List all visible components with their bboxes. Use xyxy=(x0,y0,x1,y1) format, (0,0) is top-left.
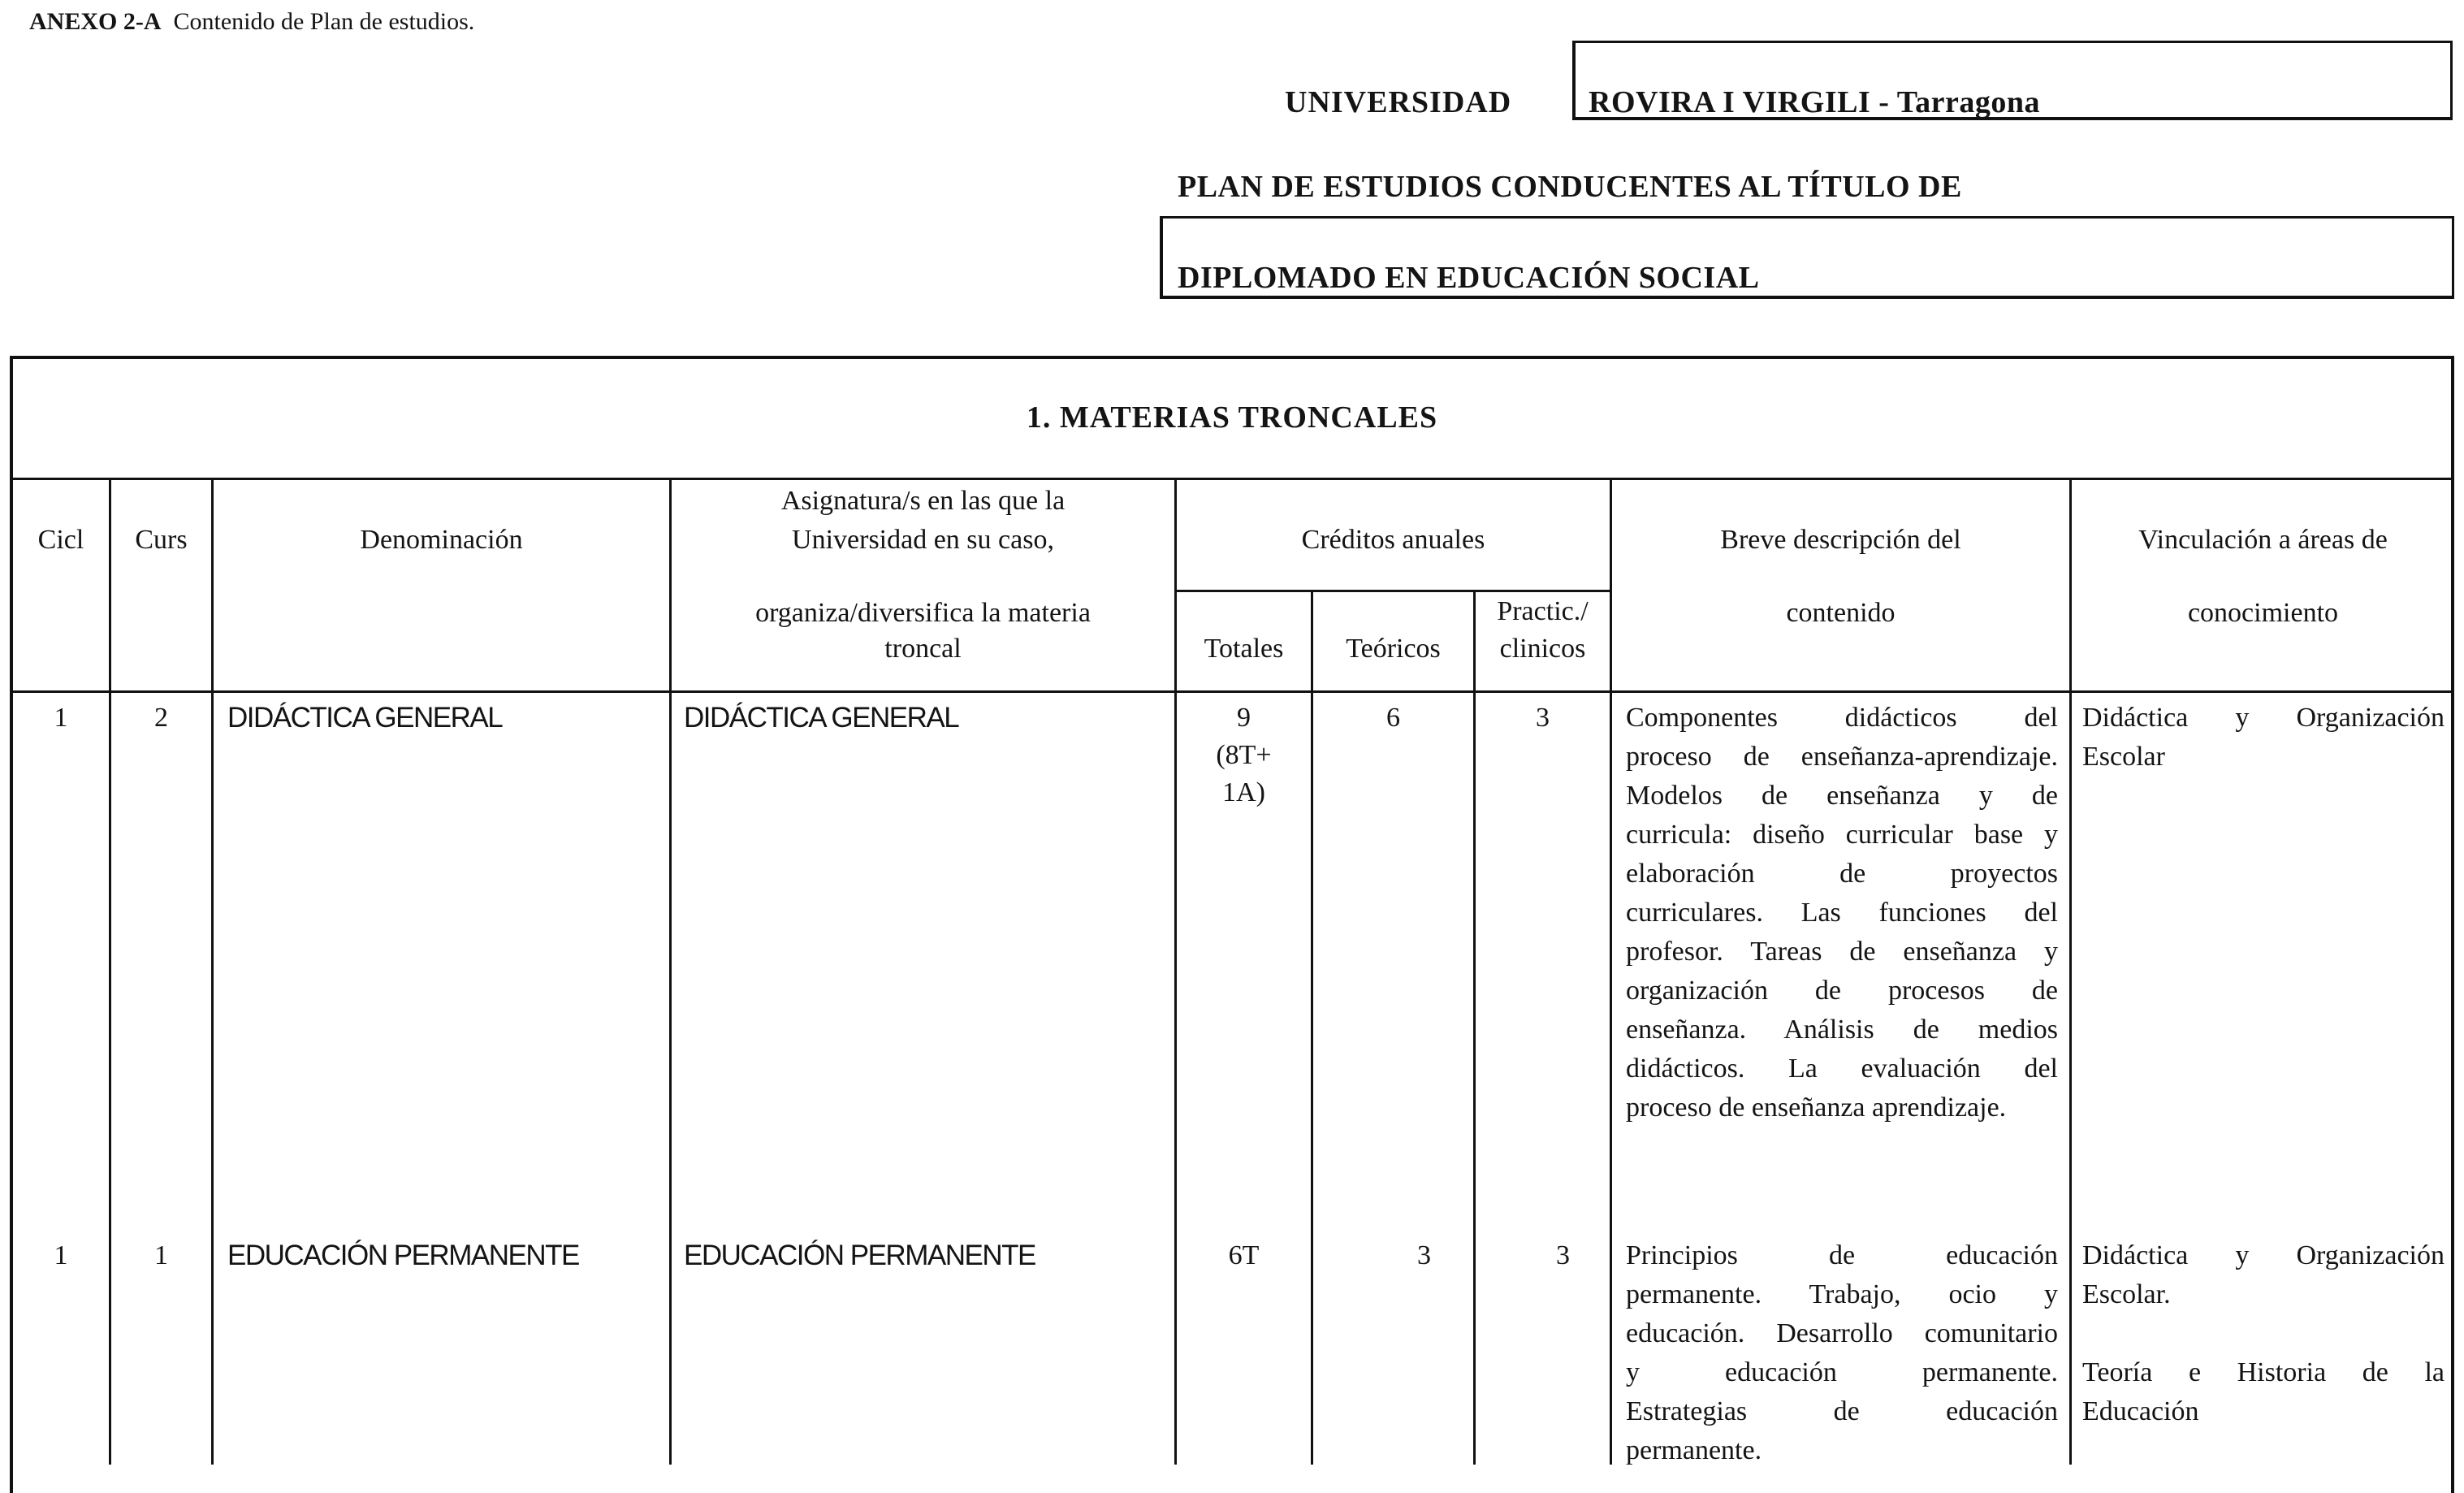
row-areas xyxy=(2082,699,2445,777)
row-asignatura: DIDÁCTICA GENERAL xyxy=(684,702,959,734)
column-header-asignatura-line3: organiza/diversifica la materia xyxy=(755,598,1091,628)
university-label: UNIVERSIDAD xyxy=(1285,85,1512,119)
row-areas xyxy=(2082,1236,2445,1431)
row-practicos: 3 xyxy=(1536,703,1550,733)
description-line: permanente. Trabajo, ocio y xyxy=(1626,1279,2058,1309)
description-line: profesor. Tareas de enseñanza y xyxy=(1626,937,2058,967)
section-title: 1. MATERIAS TRONCALES xyxy=(1026,400,1438,435)
column-header-asignatura-line1: Asignatura/s en las que la xyxy=(780,486,1066,516)
column-header-breve-line2: contenido xyxy=(1786,598,1896,628)
column-header-totales: Totales xyxy=(1204,634,1284,664)
description-line: proceso de enseñanza-aprendizaje. xyxy=(1626,742,2058,772)
column-divider-cicl xyxy=(109,478,111,1465)
description-line: organización de procesos de xyxy=(1626,976,2058,1006)
column-header-asignatura-line2: Universidad en su caso, xyxy=(792,525,1054,555)
area-line: Educación xyxy=(2082,1396,2199,1426)
description-line: didácticos. La evaluación del xyxy=(1626,1054,2058,1084)
annex-description: Contenido de Plan de estudios. xyxy=(173,8,475,35)
description-line: curricula: diseño curricular base y xyxy=(1626,820,2058,850)
credits-subheader-divider xyxy=(1174,590,1610,592)
row-denominacion: EDUCACIÓN PERMANENTE xyxy=(227,1240,579,1271)
column-header-breve-line1: Breve descripción del xyxy=(1720,525,1961,555)
description-line: Estrategias de educación xyxy=(1626,1396,2058,1426)
annex-heading xyxy=(29,8,474,36)
row-teoricos: 3 xyxy=(1417,1240,1431,1270)
area-line: Teoría e Historia de la xyxy=(2082,1357,2445,1387)
area-line xyxy=(2082,1314,2445,1353)
area-line: Escolar xyxy=(2082,742,2165,772)
description-line: Principios de educación xyxy=(1626,1240,2058,1270)
row-curs: 1 xyxy=(154,1240,168,1270)
column-header-teoricos: Teóricos xyxy=(1346,634,1441,664)
column-header-practicos-line1: Practic./ xyxy=(1497,596,1589,626)
column-header-vinculacion-line1: Vinculación a áreas de xyxy=(2138,525,2388,555)
annex-code: ANEXO 2-A xyxy=(29,8,162,35)
column-divider-asignatura xyxy=(1174,478,1177,1465)
section-title-divider xyxy=(10,478,2454,480)
description-line: proceso de enseñanza aprendizaje. xyxy=(1626,1093,2007,1123)
degree-title: DIPLOMADO EN EDUCACIÓN SOCIAL xyxy=(1178,261,1760,295)
column-header-asignatura-line4: troncal xyxy=(884,634,962,664)
header-bottom-divider xyxy=(10,690,2454,693)
column-header-creditos: Créditos anuales xyxy=(1301,525,1485,555)
plan-label: PLAN DE ESTUDIOS CONDUCENTES AL TÍTULO DE xyxy=(1178,170,1962,204)
university-value: ROVIRA I VIRGILI - Tarragona xyxy=(1589,85,2040,119)
column-divider-curs xyxy=(211,478,214,1465)
area-line: Didáctica y Organización xyxy=(2082,1240,2445,1270)
row-denominacion: DIDÁCTICA GENERAL xyxy=(227,702,503,734)
description-line: Componentes didácticos del xyxy=(1626,703,2058,733)
row-descripcion xyxy=(1626,699,2058,1127)
row-totales-line1: 9 xyxy=(1237,703,1251,733)
column-header-denominacion: Denominación xyxy=(360,525,523,555)
area-line: Escolar. xyxy=(2082,1279,2171,1309)
column-header-practicos-line2: clinicos xyxy=(1499,634,1586,664)
row-curs: 2 xyxy=(154,703,168,733)
description-line: curriculares. Las funciones del xyxy=(1626,898,2058,928)
row-cicl: 1 xyxy=(54,703,68,733)
column-header-curs: Curs xyxy=(135,525,188,555)
description-line: enseñanza. Análisis de medios xyxy=(1626,1015,2058,1045)
row-cicl: 1 xyxy=(54,1240,68,1270)
column-header-cicl: Cicl xyxy=(37,525,84,555)
description-line: educación. Desarrollo comunitario xyxy=(1626,1318,2058,1348)
row-teoricos: 6 xyxy=(1386,703,1400,733)
description-line: Modelos de enseñanza y de xyxy=(1626,781,2058,811)
row-practicos: 3 xyxy=(1556,1240,1570,1270)
row-descripcion xyxy=(1626,1236,2058,1470)
area-line: Didáctica y Organización xyxy=(2082,703,2445,733)
row-asignatura: EDUCACIÓN PERMANENTE xyxy=(684,1240,1035,1271)
column-header-vinculacion-line2: conocimiento xyxy=(2187,598,2339,628)
description-line: elaboración de proyectos xyxy=(1626,859,2058,889)
description-line: permanente. xyxy=(1626,1435,1762,1465)
row-totales-line3: 1A) xyxy=(1222,777,1265,807)
row-totales: 6T xyxy=(1228,1240,1260,1270)
description-line: y educación permanente. xyxy=(1626,1357,2058,1387)
row-totales-line2: (8T+ xyxy=(1216,740,1272,770)
